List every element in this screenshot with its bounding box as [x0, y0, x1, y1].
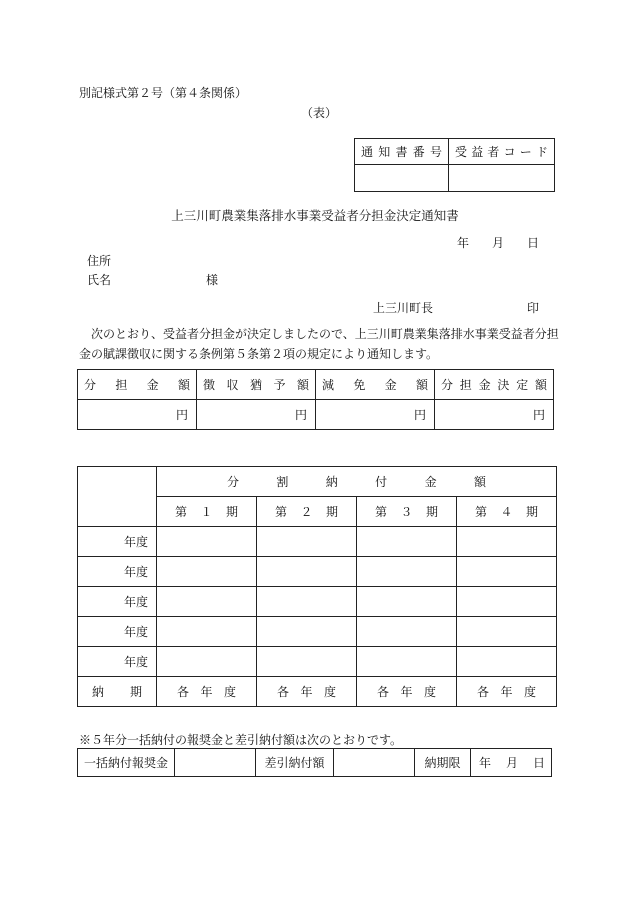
installment-title-char: 付 — [375, 475, 388, 489]
amount-cell[interactable] — [157, 527, 257, 557]
beneficiary-code-header-char: 受 — [455, 145, 468, 159]
due-label-char: 期 — [129, 685, 142, 699]
period-header-char: １ — [200, 505, 213, 519]
amount-header-char: 金 — [384, 378, 397, 392]
amount-header-char: 定 — [516, 378, 529, 392]
amount-table — [77, 369, 554, 430]
amount-header-char: 担 — [115, 378, 128, 392]
body-line-1: 次のとおり、受益者分担金が決定しましたので、上三川町農業集落排水事業受益者分担 — [91, 327, 559, 341]
due-cell — [357, 677, 457, 707]
date-year: 年 — [457, 236, 470, 250]
amount-cell[interactable] — [357, 617, 457, 647]
amount-cell[interactable] — [357, 557, 457, 587]
due-label — [78, 677, 157, 707]
due-value-char: 年 — [500, 685, 513, 699]
issuer: 上三川町長 — [373, 301, 434, 315]
deferral-amount-cell[interactable]: 円 — [197, 400, 316, 430]
amount-header-char: 免 — [353, 378, 366, 392]
period-3-header — [357, 497, 457, 527]
document-title: 上三川町農業集落排水事業受益者分担金決定通知書 — [171, 208, 459, 223]
deadline-label: 納期限 — [415, 749, 471, 777]
beneficiary-code-header-char: 益 — [471, 145, 484, 159]
amount-header-char: 額 — [177, 378, 190, 392]
side-label: （表） — [301, 106, 338, 120]
amount-cell[interactable] — [157, 617, 257, 647]
amount-cell[interactable] — [157, 587, 257, 617]
table-row — [78, 617, 557, 647]
due-cell — [257, 677, 357, 707]
amount-cell[interactable] — [157, 647, 257, 677]
header-determined-amount — [435, 370, 554, 400]
period-header-char: 第 — [375, 505, 388, 519]
amount-cell[interactable] — [257, 557, 357, 587]
reduction-amount-cell[interactable]: 円 — [316, 400, 435, 430]
amount-header-char: 分 — [84, 378, 97, 392]
due-value-char: 各 — [377, 685, 390, 699]
body-line-2: 金の賦課徴収に関する条例第５条第２項の規定により通知します。 — [79, 347, 439, 361]
amount-header-char: 額 — [534, 378, 547, 392]
period-header-char: 期 — [325, 505, 338, 519]
period-2-header — [257, 497, 357, 527]
name-label: 氏名 — [87, 273, 112, 287]
due-value-char: 各 — [477, 685, 490, 699]
installment-title-char: 納 — [325, 475, 338, 489]
header-reduction-amount — [316, 370, 435, 400]
amount-header-char: 減 — [322, 378, 335, 392]
period-header-char: ３ — [400, 505, 413, 519]
amount-cell[interactable] — [357, 647, 457, 677]
period-4-header — [457, 497, 557, 527]
determined-amount-cell[interactable]: 円 — [435, 400, 554, 430]
deadline-date-cell[interactable] — [471, 749, 552, 777]
installment-title-char: 額 — [473, 475, 486, 489]
address-label: 住所 — [87, 254, 112, 268]
amount-header-char: 猶 — [249, 378, 262, 392]
notice-number-header-char: 知 — [378, 145, 391, 159]
amount-cell[interactable] — [457, 557, 557, 587]
fiscal-year-label: 年度 — [78, 557, 157, 587]
fiscal-year-label: 年度 — [78, 617, 157, 647]
amount-header-char: 予 — [273, 378, 286, 392]
amount-cell[interactable] — [157, 557, 257, 587]
amount-cell[interactable] — [357, 527, 457, 557]
form-label: 別記様式第２号（第４条関係） — [79, 86, 248, 100]
amount-cell[interactable] — [257, 617, 357, 647]
honorific: 様 — [206, 273, 219, 287]
reward-amount-cell[interactable] — [175, 749, 256, 777]
installment-table — [77, 466, 557, 707]
amount-cell[interactable] — [257, 587, 357, 617]
amount-cell[interactable] — [457, 617, 557, 647]
due-value-char: 度 — [423, 685, 436, 699]
period-header-char: ２ — [300, 505, 313, 519]
table-row — [78, 527, 557, 557]
notice-number-cell[interactable] — [355, 165, 449, 192]
amount-header-char: 金 — [478, 378, 491, 392]
due-value-char: 各 — [177, 685, 190, 699]
period-header-char: 期 — [225, 505, 238, 519]
net-amount-cell[interactable] — [334, 749, 415, 777]
amount-header-char: 分 — [441, 378, 454, 392]
table-row — [78, 587, 557, 617]
date-month: 月 — [492, 236, 505, 250]
period-1-header — [157, 497, 257, 527]
beneficiary-code-header-char: ド — [535, 145, 548, 159]
beneficiary-code-header — [449, 139, 555, 165]
period-header-char: 第 — [275, 505, 288, 519]
deadline-day: 日 — [532, 756, 545, 770]
period-header-char: ４ — [500, 505, 513, 519]
due-cell — [157, 677, 257, 707]
lump-sum-table — [77, 748, 552, 777]
amount-header-char: 徴 — [203, 378, 216, 392]
period-header-char: 期 — [525, 505, 538, 519]
table-row — [78, 557, 557, 587]
notice-number-header — [355, 139, 449, 165]
due-value-char: 度 — [223, 685, 236, 699]
due-value-char: 度 — [323, 685, 336, 699]
amount-header-char: 担 — [459, 378, 472, 392]
notice-number-header-char: 番 — [412, 145, 425, 159]
header-share-amount — [78, 370, 197, 400]
deadline-month: 月 — [505, 756, 518, 770]
lump-sum-note: ※５年分一括納付の報奨金と差引納付額は次のとおりです。 — [79, 733, 403, 747]
corner-cell — [78, 467, 157, 527]
amount-header-char: 金 — [146, 378, 159, 392]
beneficiary-code-cell[interactable] — [449, 165, 555, 192]
due-label-char: 納 — [92, 685, 105, 699]
reward-label: 一括納付報奨金 — [78, 749, 175, 777]
period-header-char: 第 — [475, 505, 488, 519]
due-value-char: 度 — [523, 685, 536, 699]
amount-cell[interactable] — [357, 587, 457, 617]
beneficiary-code-header-char: コ — [503, 145, 516, 159]
due-value-char: 年 — [400, 685, 413, 699]
amount-header-char: 額 — [415, 378, 428, 392]
due-row — [78, 677, 557, 707]
code-box-table — [354, 138, 555, 192]
date-day: 日 — [527, 236, 540, 250]
amount-cell[interactable] — [457, 587, 557, 617]
notice-number-header-char: 通 — [361, 145, 374, 159]
amount-cell[interactable] — [257, 647, 357, 677]
amount-cell[interactable] — [457, 647, 557, 677]
header-deferral-amount — [197, 370, 316, 400]
body-text — [79, 324, 559, 364]
fiscal-year-label: 年度 — [78, 587, 157, 617]
net-amount-label: 差引納付額 — [256, 749, 334, 777]
amount-cell[interactable] — [457, 527, 557, 557]
amount-cell[interactable] — [257, 527, 357, 557]
due-cell — [457, 677, 557, 707]
due-value-char: 各 — [277, 685, 290, 699]
fiscal-year-label: 年度 — [78, 647, 157, 677]
amount-header-char: 決 — [497, 378, 510, 392]
notice-number-header-char: 書 — [395, 145, 408, 159]
installment-title — [157, 467, 557, 497]
period-header-char: 期 — [425, 505, 438, 519]
share-amount-cell[interactable]: 円 — [78, 400, 197, 430]
installment-title-char: 金 — [424, 475, 437, 489]
amount-header-char: 収 — [226, 378, 239, 392]
due-value-char: 年 — [300, 685, 313, 699]
fiscal-year-label: 年度 — [78, 527, 157, 557]
deadline-year: 年 — [478, 756, 491, 770]
notice-number-header-char: 号 — [429, 145, 442, 159]
table-row — [78, 647, 557, 677]
amount-header-char: 額 — [296, 378, 309, 392]
due-value-char: 年 — [200, 685, 213, 699]
period-header-char: 第 — [175, 505, 188, 519]
seal-mark: 印 — [527, 301, 540, 315]
beneficiary-code-header-char: 者 — [487, 145, 500, 159]
installment-title-char: 割 — [276, 475, 289, 489]
installment-title-char: 分 — [227, 475, 240, 489]
beneficiary-code-header-char: ー — [519, 145, 532, 159]
